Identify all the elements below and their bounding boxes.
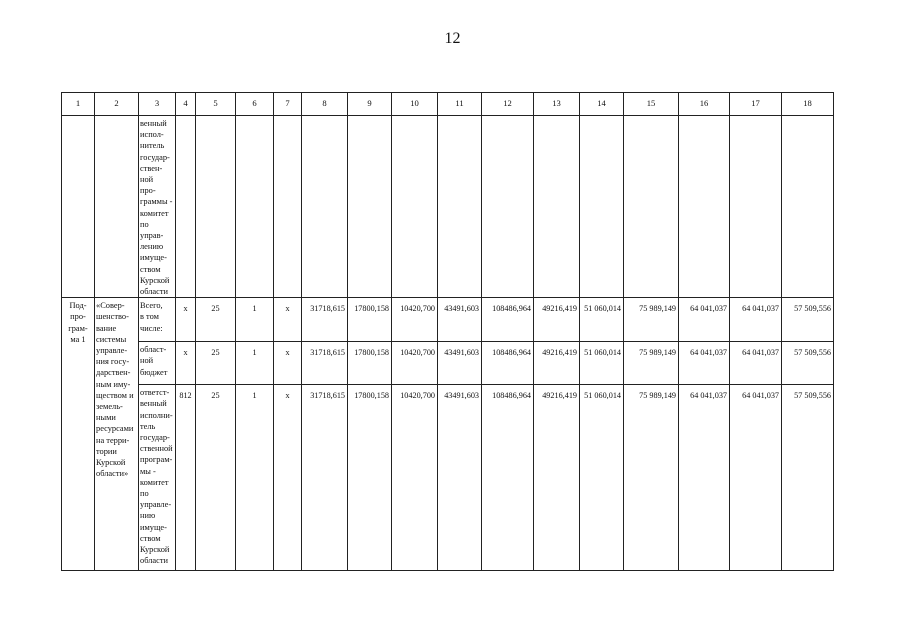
table-cell bbox=[196, 385, 236, 571]
table-cell bbox=[236, 116, 274, 298]
table-cell bbox=[679, 116, 730, 298]
table-cell bbox=[176, 298, 196, 342]
cell-value: 57 509,556 bbox=[794, 348, 831, 358]
cell-value: 10420,700 bbox=[400, 348, 435, 358]
cell-value: 25 bbox=[211, 348, 220, 358]
cell-value: 17800,158 bbox=[354, 391, 389, 401]
cell-value: 49216,419 bbox=[542, 348, 577, 358]
cell-value: 108486,964 bbox=[492, 304, 531, 314]
table-cell bbox=[274, 116, 302, 298]
table-cell bbox=[580, 116, 624, 298]
table-cell bbox=[236, 342, 274, 385]
executor-continuation-text: венный испол- нитель государ- ствен- ной про- граммы - комитет по управ- лению имуще- ством Курской области bbox=[140, 119, 173, 297]
cell-value: 75 989,149 bbox=[639, 391, 676, 401]
cell-value: 49216,419 bbox=[542, 304, 577, 314]
table-cell bbox=[438, 385, 482, 571]
table-cell bbox=[580, 298, 624, 342]
cell-value: 812 bbox=[179, 391, 192, 401]
table-cell bbox=[534, 298, 580, 342]
table-cell bbox=[196, 116, 236, 298]
table-cell bbox=[730, 298, 782, 342]
table-cell bbox=[139, 342, 176, 385]
header-cell: 11 bbox=[438, 93, 482, 116]
table-cell bbox=[730, 385, 782, 571]
table-cell bbox=[624, 116, 679, 298]
table-row bbox=[62, 342, 834, 385]
header-cell: 3 bbox=[139, 93, 176, 116]
table-cell bbox=[274, 342, 302, 385]
cell-value: 10420,700 bbox=[400, 391, 435, 401]
table-cell bbox=[679, 385, 730, 571]
cell-value: 108486,964 bbox=[492, 348, 531, 358]
cell-value: 43491,603 bbox=[444, 391, 479, 401]
cell-value: x bbox=[285, 391, 290, 401]
header-cell: 18 bbox=[782, 93, 834, 116]
subprogram-label: Под- про- грам- ма 1 bbox=[68, 301, 88, 344]
header-row bbox=[62, 93, 834, 116]
table-cell bbox=[139, 385, 176, 571]
table-cell bbox=[392, 298, 438, 342]
header-cell: 1 bbox=[62, 93, 95, 116]
table-cell bbox=[176, 385, 196, 571]
table-cell bbox=[62, 116, 95, 298]
table-cell bbox=[624, 385, 679, 571]
cell-value: 10420,700 bbox=[400, 304, 435, 314]
cell-value: x bbox=[285, 348, 290, 358]
table-cell bbox=[624, 298, 679, 342]
table-cell bbox=[348, 342, 392, 385]
cell-value: 31718,615 bbox=[310, 391, 345, 401]
cell-value: 25 bbox=[211, 391, 220, 401]
table-cell bbox=[302, 385, 348, 571]
cell-value: 1 bbox=[252, 391, 257, 401]
table-cell bbox=[274, 385, 302, 571]
table-cell bbox=[534, 116, 580, 298]
table-cell bbox=[438, 298, 482, 342]
cell-value: x bbox=[285, 304, 290, 314]
header-cell: 12 bbox=[482, 93, 534, 116]
header-cell: 4 bbox=[176, 93, 196, 116]
row-label: ответст- венный исполни- тель государ- ственной програм- мы - комитет по управле- нию имуще- ством Курской области bbox=[140, 388, 173, 566]
cell-value: 57 509,556 bbox=[794, 304, 831, 314]
table-cell bbox=[679, 342, 730, 385]
table-cell bbox=[438, 116, 482, 298]
table-cell bbox=[139, 298, 176, 342]
cell-value: 31718,615 bbox=[310, 304, 345, 314]
cell-value: 64 041,037 bbox=[690, 348, 727, 358]
table-cell bbox=[580, 385, 624, 571]
row-label: Всего, в том числе: bbox=[140, 301, 163, 333]
subprogram-title: «Совер- шенство- вание системы управле- ния госу- дарствен- ным иму- ществом и земель- ными ресурсами на терри- тории Курской области» bbox=[96, 301, 134, 479]
cell-value: x bbox=[183, 348, 188, 358]
table-row bbox=[62, 385, 834, 571]
table-cell bbox=[348, 116, 392, 298]
cell-value: 43491,603 bbox=[444, 348, 479, 358]
table-cell bbox=[782, 342, 834, 385]
row-label: област- ной бюджет bbox=[140, 345, 168, 377]
table-cell bbox=[392, 342, 438, 385]
table-cell bbox=[482, 116, 534, 298]
table-cell bbox=[139, 116, 176, 298]
cell-value: 51 060,014 bbox=[584, 348, 621, 358]
table-cell bbox=[624, 342, 679, 385]
cell-value: 75 989,149 bbox=[639, 304, 676, 314]
continuation-row bbox=[62, 116, 834, 298]
table-row bbox=[62, 298, 834, 342]
table-cell bbox=[679, 298, 730, 342]
table-cell bbox=[482, 385, 534, 571]
header-cell: 7 bbox=[274, 93, 302, 116]
table-cell bbox=[95, 116, 139, 298]
cell-value: 64 041,037 bbox=[742, 304, 779, 314]
cell-value: 57 509,556 bbox=[794, 391, 831, 401]
table-cell bbox=[534, 342, 580, 385]
cell-value: 17800,158 bbox=[354, 348, 389, 358]
table-cell bbox=[782, 385, 834, 571]
table-cell bbox=[196, 298, 236, 342]
header-cell: 14 bbox=[580, 93, 624, 116]
subprogram-title-cell bbox=[95, 298, 139, 571]
header-cell: 8 bbox=[302, 93, 348, 116]
table-cell bbox=[236, 298, 274, 342]
header-cell: 9 bbox=[348, 93, 392, 116]
cell-value: 25 bbox=[211, 304, 220, 314]
cell-value: 43491,603 bbox=[444, 304, 479, 314]
table-cell bbox=[392, 385, 438, 571]
table-cell bbox=[348, 298, 392, 342]
cell-value: 75 989,149 bbox=[639, 348, 676, 358]
header-cell: 10 bbox=[392, 93, 438, 116]
budget-table bbox=[61, 92, 834, 571]
table-cell bbox=[482, 342, 534, 385]
cell-value: 108486,964 bbox=[492, 391, 531, 401]
subprogram-label-cell bbox=[62, 298, 95, 571]
header-cell: 2 bbox=[95, 93, 139, 116]
table-cell bbox=[236, 385, 274, 571]
table-cell bbox=[302, 342, 348, 385]
cell-value: 17800,158 bbox=[354, 304, 389, 314]
header-cell: 17 bbox=[730, 93, 782, 116]
cell-value: 64 041,037 bbox=[690, 391, 727, 401]
table-cell bbox=[176, 116, 196, 298]
cell-value: 31718,615 bbox=[310, 348, 345, 358]
table-cell bbox=[782, 298, 834, 342]
cell-value: 1 bbox=[252, 304, 257, 314]
table-cell bbox=[730, 116, 782, 298]
table-cell bbox=[302, 298, 348, 342]
table-cell bbox=[580, 342, 624, 385]
table-cell bbox=[176, 342, 196, 385]
table-cell bbox=[196, 342, 236, 385]
cell-value: 1 bbox=[252, 348, 257, 358]
cell-value: x bbox=[183, 304, 188, 314]
table-cell bbox=[348, 385, 392, 571]
table-cell bbox=[482, 298, 534, 342]
cell-value: 64 041,037 bbox=[742, 348, 779, 358]
header-cell: 5 bbox=[196, 93, 236, 116]
header-cell: 13 bbox=[534, 93, 580, 116]
table-cell bbox=[274, 298, 302, 342]
table-cell bbox=[534, 385, 580, 571]
cell-value: 51 060,014 bbox=[584, 391, 621, 401]
header-cell: 15 bbox=[624, 93, 679, 116]
table-cell bbox=[302, 116, 348, 298]
cell-value: 49216,419 bbox=[542, 391, 577, 401]
cell-value: 64 041,037 bbox=[690, 304, 727, 314]
header-cell: 16 bbox=[679, 93, 730, 116]
table-cell bbox=[730, 342, 782, 385]
table-cell bbox=[438, 342, 482, 385]
cell-value: 51 060,014 bbox=[584, 304, 621, 314]
header-cell: 6 bbox=[236, 93, 274, 116]
page-number: 12 bbox=[444, 30, 461, 47]
cell-value: 64 041,037 bbox=[742, 391, 779, 401]
table-cell bbox=[782, 116, 834, 298]
table-cell bbox=[392, 116, 438, 298]
